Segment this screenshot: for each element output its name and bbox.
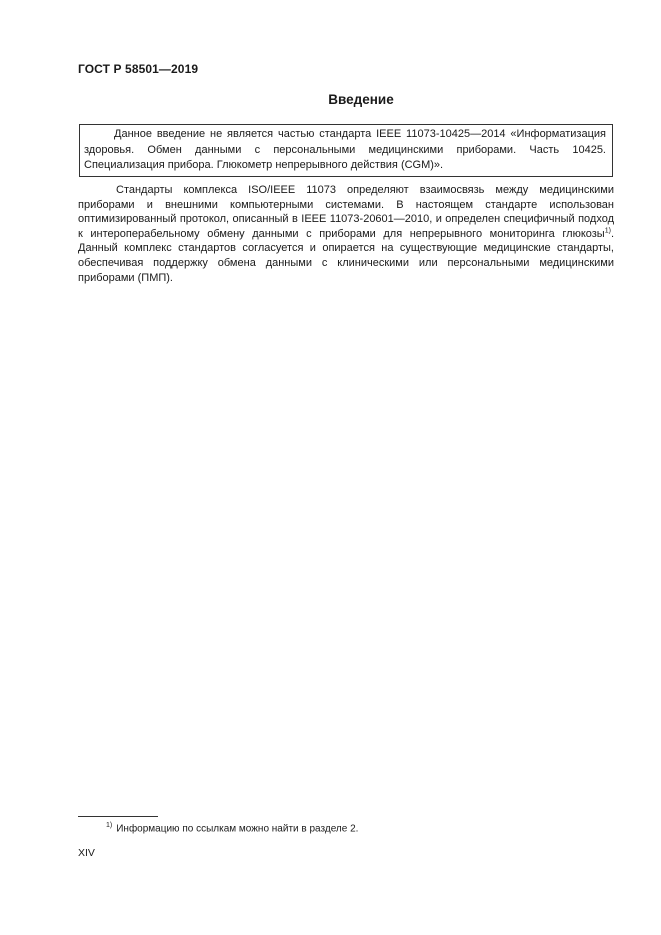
body-text-part-1: Стандарты комплекса ISO/IEEE 11073 определяют взаимосвязь между медицинскими приборами и внешними компьютерными системами. В настоящем стандарте использован оптимизированный протокол, описанный в IEEE 11073-20601—2010, и определен специфичный подход к интероперабельному обмену данными с приборами для непрерывного мониторинга глюкозы xyxy=(78,184,614,240)
section-title: Введение xyxy=(328,92,394,107)
document-standard-id: ГОСТ Р 58501—2019 xyxy=(78,62,199,76)
introduction-note-box xyxy=(79,124,613,177)
footnote-reference[interactable]: 1) xyxy=(604,227,611,235)
note-text: Данное введение не является частью стандарта IEEE 11073-10425—2014 «Информатизация здоровья. Обмен данными с персональными медицинскими приборами. Часть 10425. Специализация прибора. Глюкометр непрерывного действия (CGM)». xyxy=(84,128,606,171)
footnote xyxy=(106,822,358,834)
body-text-part-2: . Данный комплекс стандартов согласуется и опирается на существующие медицинские стандарты, обеспечивая поддержку обмена данными с клиническими или персональными медицинскими приборами (ПМП). xyxy=(78,227,614,284)
page-number: XIV xyxy=(78,847,95,859)
footnote-text: Информацию по ссылкам можно найти в разделе 2. xyxy=(116,823,359,835)
footnote-divider xyxy=(78,816,158,817)
body-paragraph xyxy=(78,183,614,285)
footnote-marker: 1) xyxy=(106,822,113,829)
